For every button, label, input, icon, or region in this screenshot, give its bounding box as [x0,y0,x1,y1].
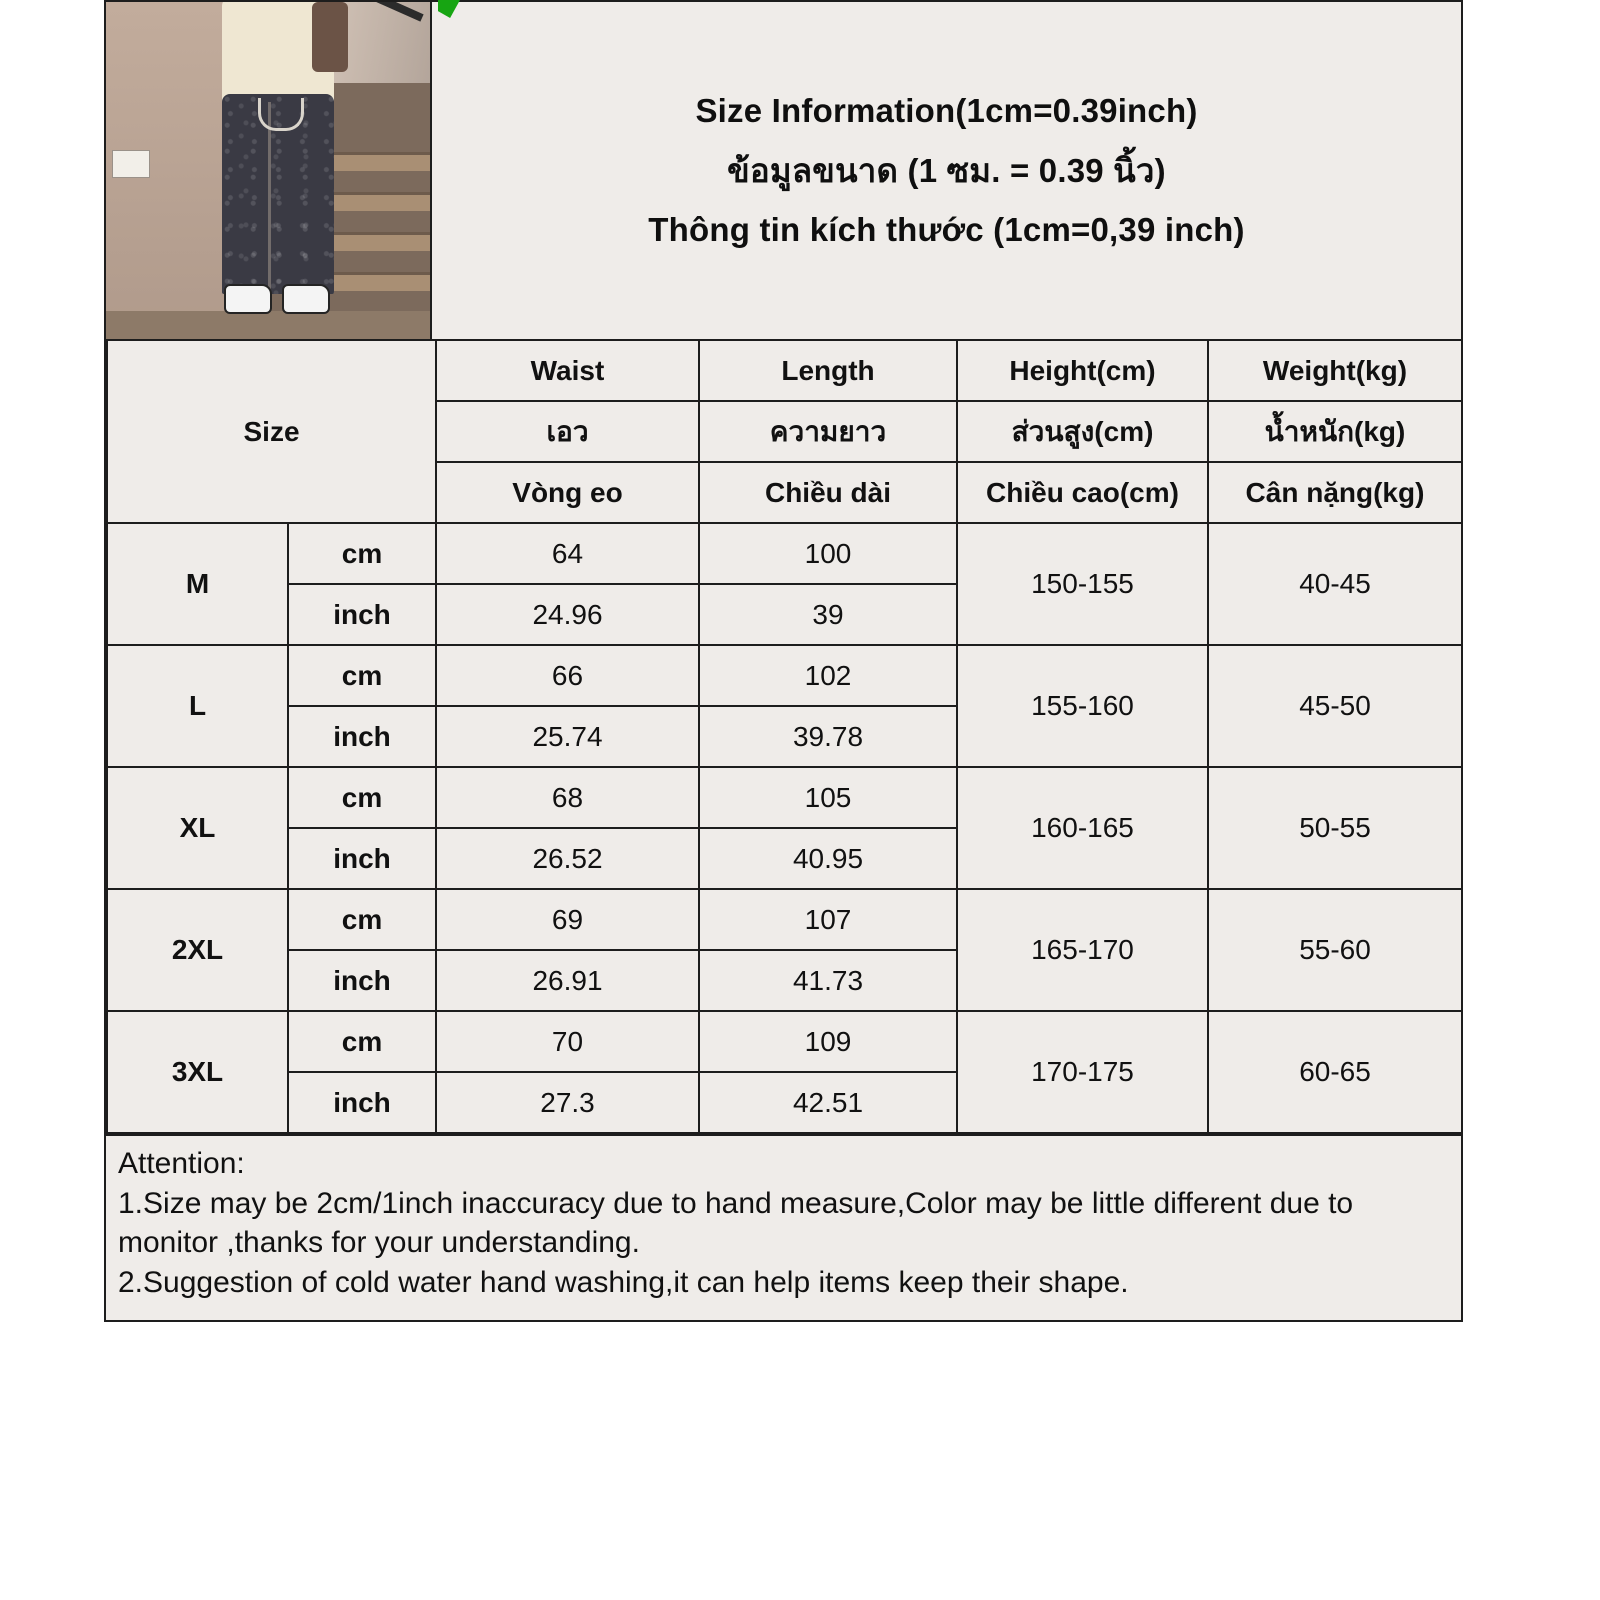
attention-heading: Attention: [118,1147,245,1180]
row-size-l: L [107,645,288,767]
table-header-row-en [107,340,1462,401]
photo-floor [106,311,430,339]
product-photo [106,2,432,339]
threexl-waist-inch: 27.3 [436,1072,699,1133]
unit-cm: cm [288,1011,436,1072]
unit-cm: cm [288,889,436,950]
photo-pants-seam [268,102,271,292]
l-length-inch: 39.78 [699,706,957,767]
row-size-m: M [107,523,288,645]
header-weight-th: น้ำหนัก(kg) [1208,401,1462,462]
xl-height: 160-165 [957,767,1208,889]
header-waist-vi: Vòng eo [436,462,699,523]
unit-inch: inch [288,828,436,889]
table-row [107,1011,1462,1072]
header-waist-th: เอว [436,401,699,462]
m-waist-inch: 24.96 [436,584,699,645]
header-height-vi: Chiều cao(cm) [957,462,1208,523]
threexl-length-inch: 42.51 [699,1072,957,1133]
header-height-en: Height(cm) [957,340,1208,401]
xl-length-inch: 40.95 [699,828,957,889]
threexl-waist-cm: 70 [436,1011,699,1072]
row-size-3xl: 3XL [107,1011,288,1133]
unit-inch: inch [288,1072,436,1133]
table-row [107,889,1462,950]
chart-header-band [106,2,1461,339]
twoxl-waist-cm: 69 [436,889,699,950]
l-waist-cm: 66 [436,645,699,706]
header-length-en: Length [699,340,957,401]
xl-length-cm: 105 [699,767,957,828]
row-size-2xl: 2XL [107,889,288,1011]
twoxl-length-inch: 41.73 [699,950,957,1011]
header-length-vi: Chiều dài [699,462,957,523]
xl-weight: 50-55 [1208,767,1462,889]
size-chart-card [104,0,1463,1322]
header-length-th: ความยาว [699,401,957,462]
header-weight-en: Weight(kg) [1208,340,1462,401]
twoxl-waist-inch: 26.91 [436,950,699,1011]
m-length-cm: 100 [699,523,957,584]
twoxl-length-cm: 107 [699,889,957,950]
photo-arm [312,2,348,72]
twoxl-height: 165-170 [957,889,1208,1011]
l-height: 155-160 [957,645,1208,767]
size-table [106,339,1463,1134]
photo-shoe-right [282,284,330,314]
unit-inch: inch [288,950,436,1011]
photo-shoe-left [224,284,272,314]
l-waist-inch: 25.74 [436,706,699,767]
m-waist-cm: 64 [436,523,699,584]
unit-cm: cm [288,645,436,706]
m-weight: 40-45 [1208,523,1462,645]
title-vietnamese: Thông tin kích thước (1cm=0,39 inch) [648,211,1245,248]
attention-note-2: 2.Suggestion of cold water hand washing,it can help items keep their shape. [118,1265,1129,1299]
table-row [107,523,1462,584]
header-height-th: ส่วนสูง(cm) [957,401,1208,462]
title-thai: ข้อมูลขนาด (1 ซม. = 0.39 นิ้ว) [727,152,1166,189]
l-weight: 45-50 [1208,645,1462,767]
table-row [107,645,1462,706]
m-height: 150-155 [957,523,1208,645]
table-row [107,767,1462,828]
size-column-label: Size [107,340,436,523]
green-corner-mark-icon [438,0,460,18]
title-english: Size Information(1cm=0.39inch) [695,92,1198,129]
attention-block [106,1134,1461,1320]
header-waist-en: Waist [436,340,699,401]
m-length-inch: 39 [699,584,957,645]
unit-inch: inch [288,706,436,767]
photo-wall-switch [112,150,150,178]
attention-note-1: 1.Size may be 2cm/1inch inaccuracy due to hand measure,Color may be little different due to monitor ,thanks for your understanding. [118,1186,1354,1260]
threexl-weight: 60-65 [1208,1011,1462,1133]
unit-inch: inch [288,584,436,645]
xl-waist-cm: 68 [436,767,699,828]
threexl-height: 170-175 [957,1011,1208,1133]
xl-waist-inch: 26.52 [436,828,699,889]
unit-cm: cm [288,767,436,828]
header-weight-vi: Cân nặng(kg) [1208,462,1462,523]
threexl-length-cm: 109 [699,1011,957,1072]
title-block [432,2,1461,339]
row-size-xl: XL [107,767,288,889]
twoxl-weight: 55-60 [1208,889,1462,1011]
photo-drawstring [258,98,304,131]
l-length-cm: 102 [699,645,957,706]
unit-cm: cm [288,523,436,584]
